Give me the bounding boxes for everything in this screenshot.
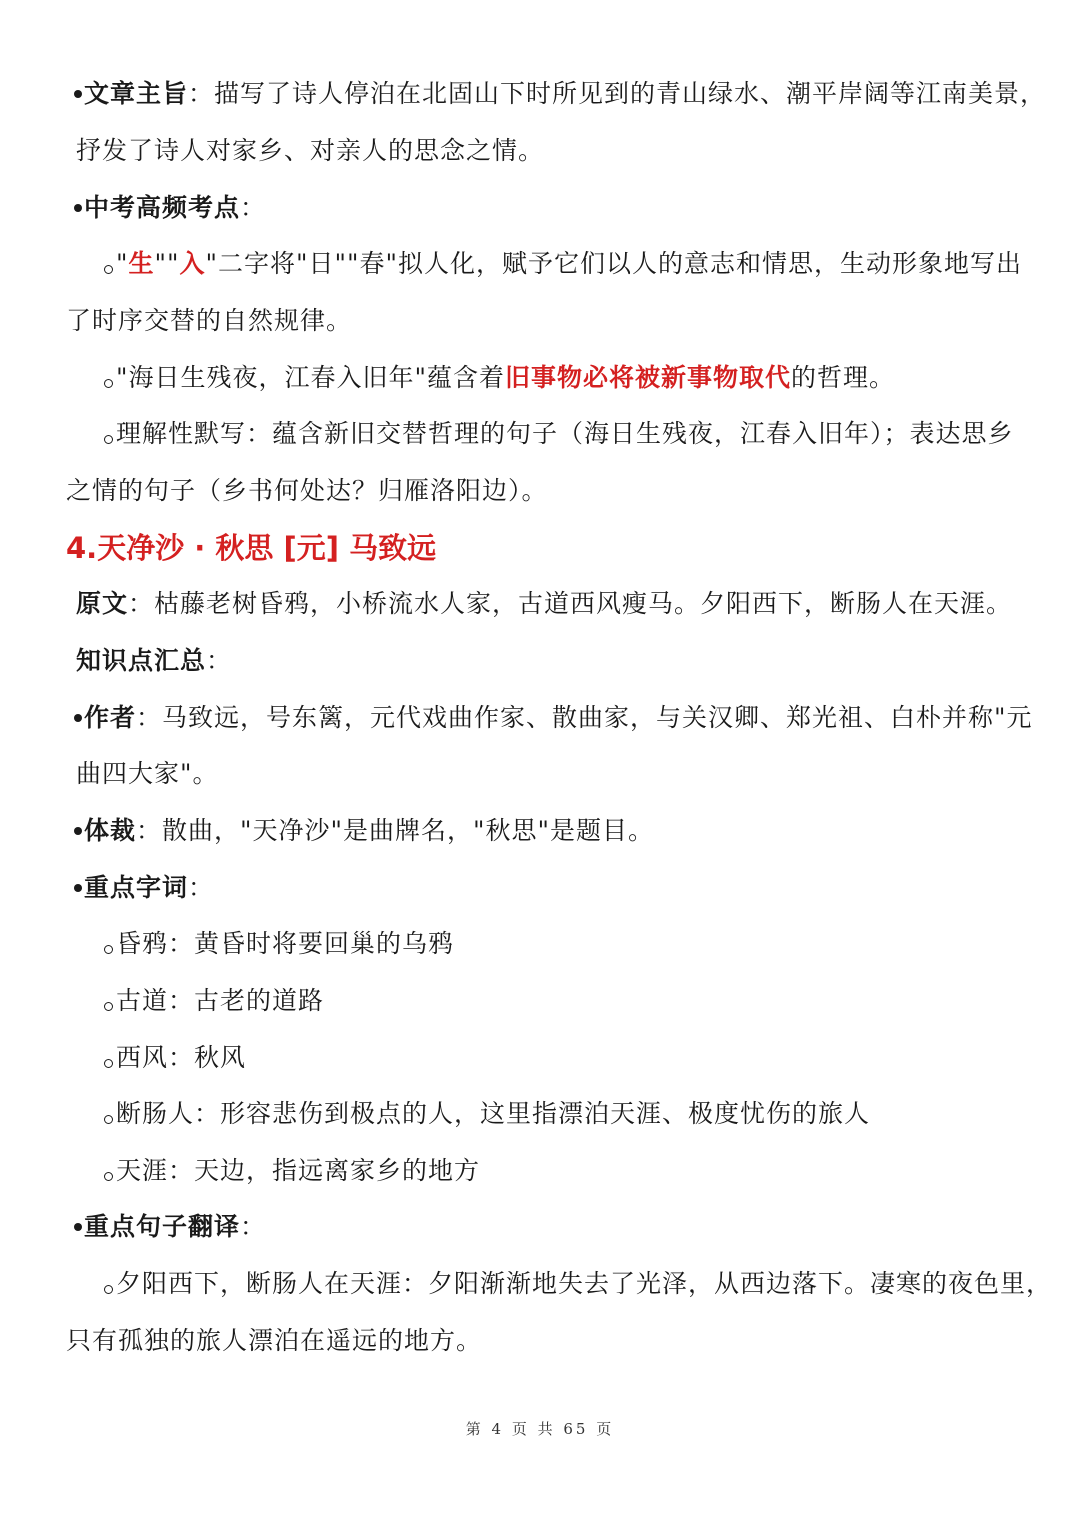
bullet-circle-icon: [104, 1059, 113, 1068]
colon: ：: [206, 646, 233, 675]
author-text: ：马致远，号东篱，元代戏曲作家、散曲家，与关汉卿、郑光祖、白朴并称"元: [136, 703, 1033, 732]
colon: ：: [240, 193, 267, 222]
genre-label: 体裁: [84, 816, 137, 845]
exam-point-1-line-2: 了时序交替的自然规律。: [66, 306, 353, 335]
bullet-circle-icon: [104, 1172, 113, 1181]
word-item: 天涯：天边，指远离家乡的地方: [116, 1156, 481, 1185]
author-line-2: 曲四大家"。: [76, 759, 219, 788]
text: 的哲理。: [791, 363, 896, 392]
exam-point-3-line-1: [104, 416, 1080, 452]
bullet-dot-icon: [74, 827, 82, 835]
bullet-circle-icon: [104, 265, 113, 274]
translation-text: 夕阳西下，断肠人在天涯：夕阳渐渐地失去了光泽，从西边落下。凄寒的夜色里，: [116, 1269, 1053, 1298]
translation-header: [74, 1209, 1080, 1245]
bullet-dot-icon: [74, 884, 82, 892]
theme-text-1: ：描写了诗人停泊在北固山下时所见到的青山绿水、潮平岸阔等江南美景，: [188, 79, 1047, 108]
exam-points-header: [74, 190, 1080, 226]
page-number: 第 4 页 共 65 页: [465, 1420, 615, 1438]
word-item: 断肠人：形容悲伤到极点的人，这里指漂泊天涯、极度忧伤的旅人: [116, 1099, 871, 1128]
text: "": [154, 249, 180, 278]
bullet-circle-icon: [104, 1002, 113, 1011]
exam-label: 中考高频考点: [84, 193, 241, 222]
bullet-dot-icon: [74, 714, 82, 722]
exam-point-2: [104, 360, 1080, 396]
list-item: [104, 1153, 1080, 1189]
list-item: [104, 983, 1080, 1019]
list-item: [104, 1040, 1080, 1076]
theme-line-1: [74, 76, 1080, 112]
exam-point-3-line-2: 之情的句子（乡书何处达？归雁洛阳边）。: [66, 476, 548, 505]
text: ": [116, 249, 129, 278]
theme-label: 文章主旨: [84, 79, 189, 108]
colon: ：: [188, 873, 215, 902]
text: "海日生残夜，江春入旧年"蕴含着: [116, 363, 505, 392]
key-words-label: 重点字词: [84, 873, 189, 902]
list-item: [104, 926, 1080, 962]
original-content: ：枯藤老树昏鸦，小桥流水人家，古道西风瘦马。夕阳西下，断肠人在天涯。: [128, 589, 1013, 618]
section-heading: 4.天净沙 · 秋思 [元] 马致远: [66, 531, 437, 565]
author-label: 作者: [84, 703, 137, 732]
translation-line-2: 只有孤独的旅人漂泊在遥远的地方。: [66, 1326, 483, 1355]
bullet-circle-icon: [104, 435, 113, 444]
word-item: 西风：秋风: [116, 1043, 247, 1072]
summary-label: 知识点汇总: [76, 646, 207, 675]
bullet-circle-icon: [104, 945, 113, 954]
colon: ：: [240, 1212, 267, 1241]
exam-point-1-line-1: [104, 246, 1080, 282]
highlight-phrase: 旧事物必将被新事物取代: [505, 363, 792, 392]
bullet-dot-icon: [74, 90, 82, 98]
genre-line: [74, 813, 1080, 849]
key-words-header: [74, 870, 1080, 906]
bullet-dot-icon: [74, 204, 82, 212]
original-text: [76, 586, 1080, 622]
word-item: 古道：古老的道路: [116, 986, 325, 1015]
text: "二字将"日""春"拟人化，赋予它们以人的意志和情思，生动形象地写出: [205, 249, 1023, 278]
original-label: 原文: [76, 589, 129, 618]
text: 理解性默写：蕴含新旧交替哲理的句子（海日生残夜，江春入旧年）；表达思乡: [116, 419, 1014, 448]
list-item: [104, 1096, 1080, 1132]
translation-line-1: [104, 1266, 1080, 1302]
summary-header: [76, 643, 1080, 679]
theme-line-2: 抒发了诗人对家乡、对亲人的思念之情。: [76, 136, 545, 165]
bullet-circle-icon: [104, 379, 113, 388]
bullet-circle-icon: [104, 1285, 113, 1294]
word-item: 昏鸦：黄昏时将要回巢的乌鸦: [116, 929, 455, 958]
highlight-word: 生: [128, 249, 155, 278]
translation-label: 重点句子翻译: [84, 1212, 241, 1241]
bullet-dot-icon: [74, 1223, 82, 1231]
highlight-word: 入: [179, 249, 206, 278]
author-line-1: [74, 700, 1080, 736]
genre-text: ：散曲，"天净沙"是曲牌名，"秋思"是题目。: [136, 816, 655, 845]
bullet-circle-icon: [104, 1115, 113, 1124]
